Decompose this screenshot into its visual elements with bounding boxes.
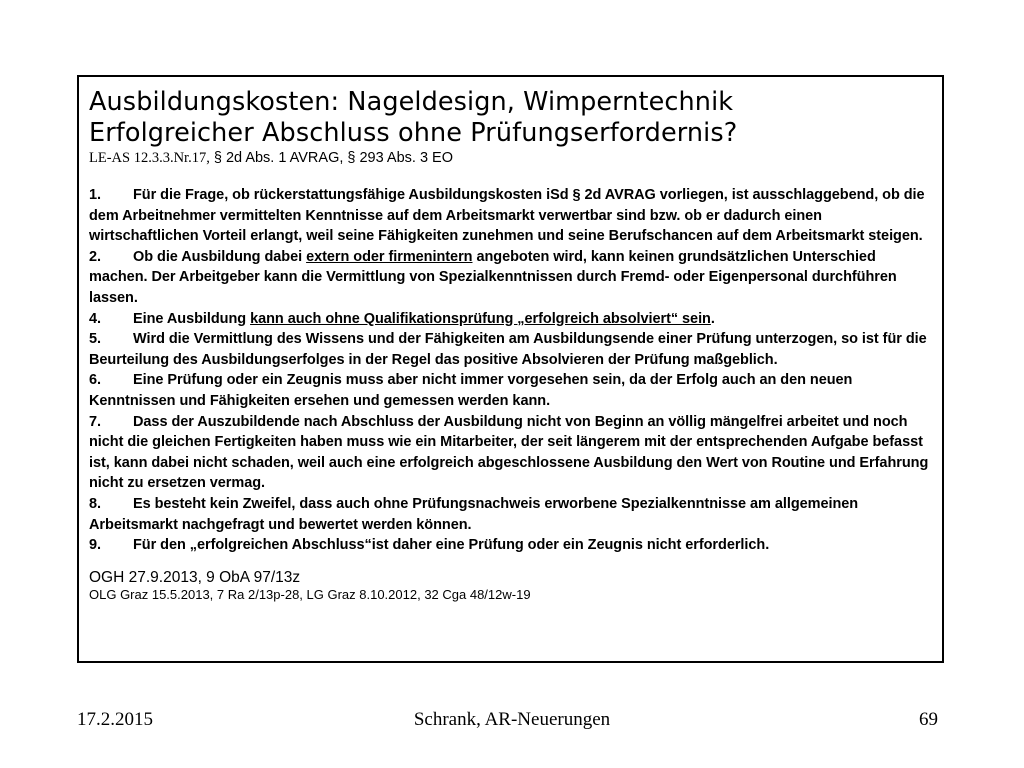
footer-date: 17.2.2015 (77, 709, 153, 730)
headnote-number: 8. (89, 495, 101, 512)
headnote-number: 7. (89, 413, 101, 430)
headnote-text: Eine Ausbildung (133, 310, 251, 327)
headnote-number: 2. (89, 248, 101, 265)
legal-citation (89, 149, 932, 167)
headnote-text: Für den „erfolgreichen Abschluss“ist daher eine Prüfung oder ein Zeugnis nicht erforderlich. (133, 537, 770, 554)
citation-paragraphs: § 2d Abs. 1 AVRAG, § 293 Abs. 3 EO (209, 150, 454, 166)
headnote-1 (89, 185, 932, 247)
headnote-text: Wird die Vermittlung des Wissens und der Fähigkeiten am Ausbildungsende einer Prüfung unterzogen, so ist für die Beurteilung des Ausbildungserfolges in der Regel das positive Absolvieren der Prüfung maßgeblich. (89, 331, 927, 368)
headnote-7 (89, 412, 932, 494)
headnote-number: 9. (89, 537, 101, 554)
headnote-text: Eine Prüfung oder ein Zeugnis muss aber nicht immer vorgesehen sein, da der Erfolg auch an den neuen Kenntnissen und Fähigkeiten ersehen und gemessen werden kann. (89, 372, 853, 409)
headnote-number: 4. (89, 310, 101, 327)
title-line-2: Erfolgreicher Abschluss ohne Prüfungserfordernis? (89, 118, 738, 148)
headnote-text: Für die Frage, ob rückerstattungsfähige Ausbildungskosten iSd § 2d AVRAG vorliegen, ist ausschlaggebend, ob die dem Arbeitnehmer vermittelten Kenntnisse auf dem Arbeitsmarkt verwertbar sind bzw. ob er dadurch einen wirtschaftlichen Vorteil erlangt, weil seine Fähigkeiten zunehmen und seine Berufschancen auf dem Arbeitsmarkt steigen. (89, 187, 925, 245)
spacer (89, 167, 932, 185)
headnote-text: angeboten wird, kann keinen grundsätzlichen Unterschied machen. Der Arbeitgeber kann die Vermittlung von Spezialkenntnissen durch Fremd- oder Eigenpersonal durchführen lassen. (89, 248, 897, 306)
slide-title (89, 87, 932, 149)
headnote-emphasis: extern oder firmenintern (306, 248, 473, 265)
spacer (89, 556, 932, 568)
headnote-5 (89, 329, 932, 370)
headnote-6 (89, 370, 932, 411)
decision-reference: OGH 27.9.2013, 9 ObA 97/13z (89, 568, 301, 586)
headnote-emphasis: kann auch ohne Qualifikationsprüfung „erfolgreich absolviert“ sein (250, 310, 711, 327)
headnote-number: 5. (89, 331, 101, 348)
page-number: 69 (919, 709, 938, 730)
headnote-text: . (710, 310, 715, 327)
headnote-8 (89, 494, 932, 535)
headnote-number: 1. (89, 187, 101, 203)
headnote-list (89, 185, 932, 556)
headnote-number: 6. (89, 372, 101, 389)
headnote-text: Ob die Ausbildung dabei (133, 248, 307, 265)
headnote-text: Dass der Auszubildende nach Abschluss der Ausbildung nicht von Beginn an völlig mängelfrei arbeitet und noch nicht die gleichen Fertigkeiten haben muss wie ein Mitarbeiter, der seit längerem mit der entsprechenden Aufgabe befasst ist, kann dabei nicht schaden, weil auch eine erfolgreich abgeschlossene Ausbildung den Wert von Routine und Erfahrung nicht zu ersetzen vermag. (89, 413, 929, 492)
headnote-9 (89, 535, 932, 556)
citation-source: LE-AS 12.3.3.Nr.17, (89, 150, 210, 166)
content-frame (77, 75, 944, 663)
headnote-4 (89, 309, 932, 330)
headnote-2 (89, 247, 932, 309)
title-line-1: Ausbildungskosten: Nageldesign, Wimperntechnik (89, 87, 734, 117)
footer-author: Schrank, AR-Neuerungen (413, 709, 611, 730)
headnote-text: Es besteht kein Zweifel, dass auch ohne Prüfungsnachweis erworbene Spezialkenntnisse am allgemeinen Arbeitsmarkt nachgefragt und bewertet werden können. (89, 495, 859, 533)
lower-court-references: OLG Graz 15.5.2013, 7 Ra 2/13p-28, LG Graz 8.10.2012, 32 Cga 48/12w-19 (89, 586, 531, 602)
